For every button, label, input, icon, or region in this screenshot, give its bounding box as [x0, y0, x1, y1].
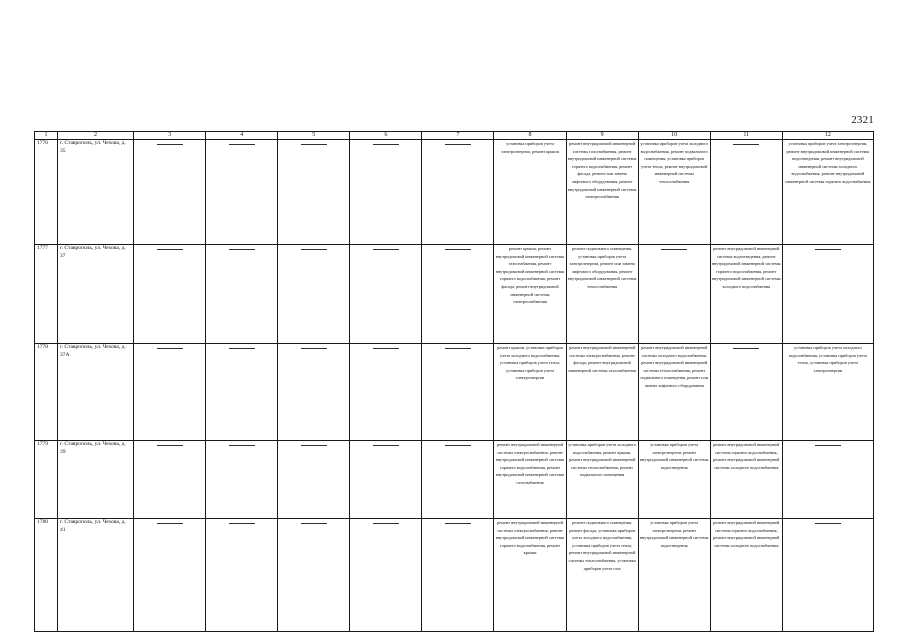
table-row: [35, 245, 874, 344]
empty-cell-dash: [350, 140, 422, 245]
row-number: 1778: [35, 344, 58, 441]
empty-cell-dash: [206, 344, 278, 441]
works-cell: ремонт подвального помещения, ремонт фасада, установка приборов учета холодного водоснабжения, установка приборов учета тепла, ремонт внутридомовой инженерной системы теплоснабжения, установка приборов учета газа: [566, 519, 638, 632]
empty-cell-dash: [206, 245, 278, 344]
page-number: 2321: [851, 114, 874, 126]
column-header: 12: [782, 132, 873, 140]
column-header: 3: [134, 132, 206, 140]
column-header: 7: [422, 132, 494, 140]
empty-cell-dash: [422, 519, 494, 632]
row-address: г. Ставрополь, ул. Чехова, д. 37: [58, 245, 134, 344]
works-cell: ремонт подвального помещения, установка приборов учета электроэнергии, ремонт или замена лифтового оборудования, ремонт внутридомовой инженерной системы теплоснабжения: [566, 245, 638, 344]
works-cell: установка приборов учета электроэнергии, ремонт внутридомовой инженерной системы водоотведения: [638, 441, 710, 519]
column-header: 11: [710, 132, 782, 140]
works-cell: установка приборов учета холодного водоснабжения, ремонт подвального помещения, установка приборов учета тепла, ремонт внутридомовой инженерной системы теплоснабжения: [638, 140, 710, 245]
row-number: 1776: [35, 140, 58, 245]
table-row: [35, 140, 874, 245]
table-row: [35, 519, 874, 632]
works-cell: ремонт крыши, установка приборов учета холодного водоснабжения, установка приборов учета тепла, установка приборов учета электроэнергии: [494, 344, 566, 441]
works-cell: установка приборов учета электроэнергии, ремонт внутридомовой инженерной системы водоотведения: [638, 519, 710, 632]
works-cell: ремонт внутридомовой инженерной системы газоснабжения, ремонт внутридомовой инженерной системы горячего водоснабжения, ремонт фасада, ремонт или замена лифтового оборудования, ремонт внутридомовой инженерной системы электроснабжения: [566, 140, 638, 245]
empty-cell-dash: [350, 441, 422, 519]
row-address: г. Ставрополь, ул. Чехова, д. 41: [58, 519, 134, 632]
works-cell: установка приборов учета холодного водоснабжения, ремонт крыши, ремонт внутридомовой инженерной системы теплоснабжения, ремонт подвального помещения: [566, 441, 638, 519]
row-address: г. Ставрополь, ул. Чехова, д. 39: [58, 441, 134, 519]
table-row: [35, 344, 874, 441]
empty-cell-dash: [638, 245, 710, 344]
empty-cell-dash: [134, 245, 206, 344]
empty-cell-dash: [422, 441, 494, 519]
column-header: 9: [566, 132, 638, 140]
empty-cell-dash: [134, 344, 206, 441]
empty-cell-dash: [782, 441, 873, 519]
row-number: 1777: [35, 245, 58, 344]
column-header: 2: [58, 132, 134, 140]
empty-cell-dash: [278, 519, 350, 632]
works-cell: ремонт внутридомовой инженерной системы водоотведения, ремонт внутридомовой инженерной системы горячего водоснабжения, ремонт внутридомовой инженерной системы холодного водоснабжения: [710, 245, 782, 344]
works-cell: ремонт крыши, ремонт внутридомовой инженерной системы газоснабжения, ремонт внутридомовой инженерной системы горячего водоснабжения, ремонт фасада, ремонт внутридомовой инженерной системы электроснабжения: [494, 245, 566, 344]
table-row: [35, 441, 874, 519]
empty-cell-dash: [278, 344, 350, 441]
empty-cell-dash: [350, 245, 422, 344]
empty-cell-dash: [134, 519, 206, 632]
empty-cell-dash: [422, 140, 494, 245]
row-address: г. Ставрополь, ул. Чехова, д. 37А: [58, 344, 134, 441]
empty-cell-dash: [278, 441, 350, 519]
works-cell: установка приборов учета холодного водоснабжения, установка приборов учета тепла, установка приборов учета электроэнергии: [782, 344, 873, 441]
column-header: 10: [638, 132, 710, 140]
column-header: 4: [206, 132, 278, 140]
works-cell: установка приборов учета электроэнергии, ремонт крыши: [494, 140, 566, 245]
header-row: [35, 132, 874, 140]
column-header: 5: [278, 132, 350, 140]
empty-cell-dash: [350, 519, 422, 632]
empty-cell-dash: [134, 441, 206, 519]
empty-cell-dash: [278, 140, 350, 245]
works-table: [34, 131, 874, 632]
column-header: 6: [350, 132, 422, 140]
row-number: 1779: [35, 441, 58, 519]
works-cell: ремонт внутридомовой инженерной системы электроснабжения, ремонт внутридомовой инженерной системы горячего водоснабжения, ремонт внутридомовой инженерной системы газоснабжения: [494, 441, 566, 519]
column-header: 8: [494, 132, 566, 140]
row-number: 1780: [35, 519, 58, 632]
empty-cell-dash: [206, 441, 278, 519]
empty-cell-dash: [710, 140, 782, 245]
row-address: г. Ставрополь, ул. Чехова, д. 35: [58, 140, 134, 245]
empty-cell-dash: [134, 140, 206, 245]
works-cell: установка приборов учета электроэнергии, ремонт внутридомовой инженерной системы водоотведения, ремонт внутридомовой инженерной системы холодного водоснабжения, ремонт внутридомовой инженерной системы горячего водоснабжения: [782, 140, 873, 245]
empty-cell-dash: [422, 344, 494, 441]
works-cell: ремонт внутридомовой инженерной системы электроснабжения, ремонт внутридомовой инженерной системы горячего водоснабжения, ремонт крыши: [494, 519, 566, 632]
empty-cell-dash: [278, 245, 350, 344]
column-header: 1: [35, 132, 58, 140]
empty-cell-dash: [782, 519, 873, 632]
works-cell: ремонт внутридомовой инженерной системы холодного водоснабжения, ремонт внутридомовой инженерной системы теплоснабжения, ремонт подвального помещения, ремонт или замена лифтового оборудования: [638, 344, 710, 441]
empty-cell-dash: [710, 344, 782, 441]
empty-cell-dash: [422, 245, 494, 344]
works-cell: ремонт внутридомовой инженерной системы горячего водоснабжения, ремонт внутридомовой инженерной системы холодного водоснабжения: [710, 441, 782, 519]
empty-cell-dash: [782, 245, 873, 344]
works-cell: ремонт внутридомовой инженерной системы электроснабжения, ремонт фасада, ремонт внутридомовой инженерной системы газоснабжения: [566, 344, 638, 441]
empty-cell-dash: [206, 140, 278, 245]
empty-cell-dash: [350, 344, 422, 441]
works-cell: ремонт внутридомовой инженерной системы горячего водоснабжения, ремонт внутридомовой инженерной системы холодного водоснабжения: [710, 519, 782, 632]
empty-cell-dash: [206, 519, 278, 632]
